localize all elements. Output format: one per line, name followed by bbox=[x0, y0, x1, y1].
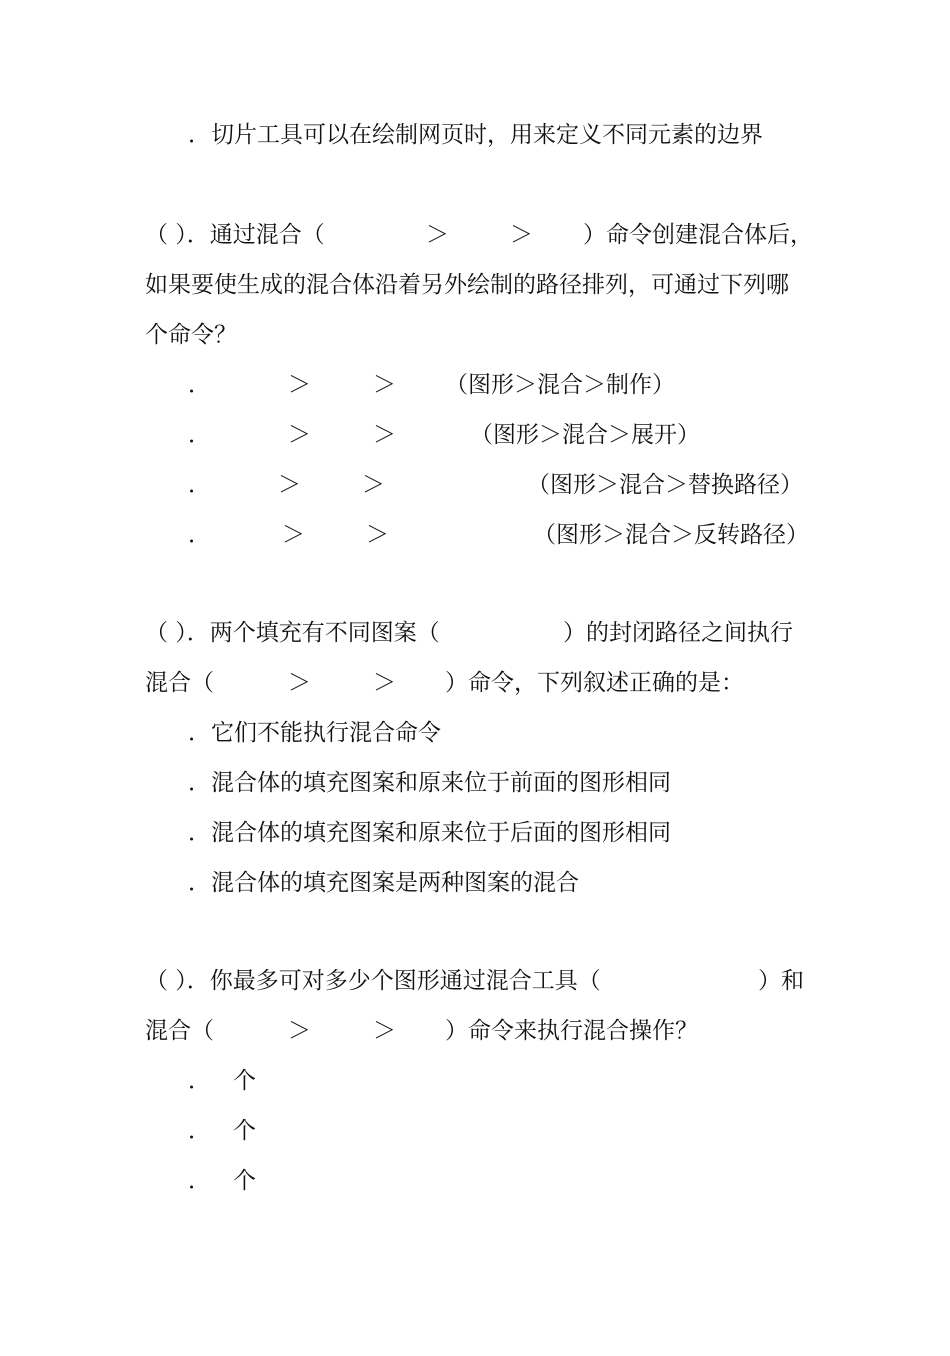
answer-option bbox=[0, 1056, 256, 1106]
option-marker: ． bbox=[188, 522, 211, 548]
question-line bbox=[0, 658, 744, 708]
answer-option bbox=[0, 808, 671, 858]
menu-separator: ＞ bbox=[288, 422, 311, 448]
option-text: （图形＞混合＞展开） bbox=[470, 422, 700, 448]
answer-option bbox=[0, 1156, 256, 1206]
answer-option bbox=[0, 510, 809, 560]
menu-separator: ＞ bbox=[366, 522, 389, 548]
answer-option bbox=[0, 360, 675, 410]
option-text: 个 bbox=[233, 1118, 256, 1144]
option-marker: ． bbox=[188, 1118, 211, 1144]
option-marker: ． bbox=[188, 1068, 211, 1094]
option-marker: ． bbox=[188, 422, 211, 448]
question-text: 混合（ bbox=[145, 670, 214, 696]
answer-option bbox=[0, 758, 671, 808]
menu-separator: ＞ bbox=[362, 472, 385, 498]
question-text: （ ）．两个填充有不同图案（ bbox=[145, 620, 440, 646]
menu-separator: ＞ bbox=[373, 670, 396, 696]
option-text: 个 bbox=[233, 1068, 256, 1094]
answer-option bbox=[0, 858, 579, 908]
answer-option bbox=[0, 708, 441, 758]
question-text: （ ）．通过混合（ bbox=[145, 222, 325, 248]
option-text: （图形＞混合＞反转路径） bbox=[533, 522, 809, 548]
option-text: ．切片工具可以在绘制网页时，用来定义不同元素的边界 bbox=[188, 122, 763, 148]
question-text: ）和 bbox=[758, 968, 804, 994]
question-text: ）命令创建混合体后， bbox=[583, 222, 813, 248]
answer-option bbox=[0, 410, 700, 460]
option-text: ．它们不能执行混合命令 bbox=[188, 720, 441, 746]
option-marker: ． bbox=[188, 372, 211, 398]
option-marker: ． bbox=[188, 1168, 211, 1194]
option-text: 个 bbox=[233, 1168, 256, 1194]
text-line bbox=[0, 110, 763, 160]
option-text: （图形＞混合＞制作） bbox=[445, 372, 675, 398]
question-text: ）命令，下列叙述正确的是： bbox=[445, 670, 744, 696]
menu-separator: ＞ bbox=[373, 1018, 396, 1044]
question-text: （ ）．你最多可对多少个图形通过混合工具（ bbox=[145, 968, 601, 994]
option-text: ．混合体的填充图案和原来位于前面的图形相同 bbox=[188, 770, 671, 796]
question-line bbox=[0, 608, 793, 658]
menu-separator: ＞ bbox=[510, 222, 533, 248]
menu-separator: ＞ bbox=[278, 472, 301, 498]
question-line bbox=[0, 1006, 698, 1056]
question-text: ）的封闭路径之间执行 bbox=[563, 620, 793, 646]
question-text: 个命令？ bbox=[145, 322, 237, 348]
question-text: ）命令来执行混合操作？ bbox=[445, 1018, 698, 1044]
question-line bbox=[0, 956, 804, 1006]
answer-option bbox=[0, 1106, 256, 1156]
question-line bbox=[0, 310, 237, 360]
menu-separator: ＞ bbox=[373, 372, 396, 398]
option-text: ．混合体的填充图案和原来位于后面的图形相同 bbox=[188, 820, 671, 846]
option-text: ．混合体的填充图案是两种图案的混合 bbox=[188, 870, 579, 896]
menu-separator: ＞ bbox=[288, 670, 311, 696]
question-text: 混合（ bbox=[145, 1018, 214, 1044]
menu-separator: ＞ bbox=[288, 1018, 311, 1044]
menu-separator: ＞ bbox=[373, 422, 396, 448]
question-line bbox=[0, 260, 789, 310]
menu-separator: ＞ bbox=[288, 372, 311, 398]
answer-option bbox=[0, 460, 803, 510]
question-line bbox=[0, 210, 813, 260]
question-text: 如果要使生成的混合体沿着另外绘制的路径排列，可通过下列哪 bbox=[145, 272, 789, 298]
menu-separator: ＞ bbox=[282, 522, 305, 548]
menu-separator: ＞ bbox=[426, 222, 449, 248]
option-text: （图形＞混合＞替换路径） bbox=[527, 472, 803, 498]
option-marker: ． bbox=[188, 472, 211, 498]
